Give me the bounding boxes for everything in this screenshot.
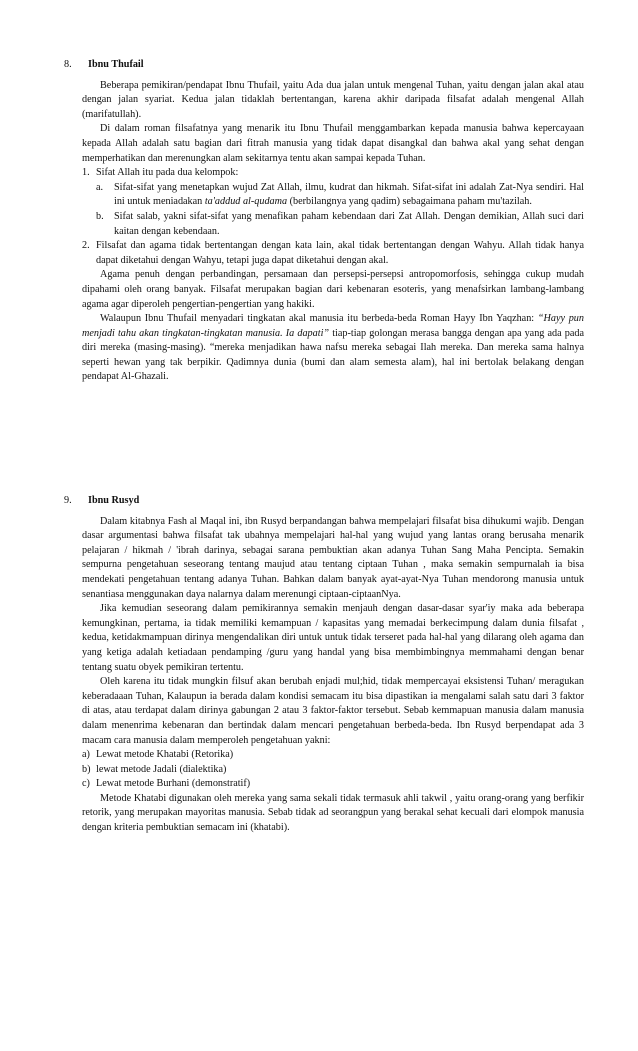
paragraph (82, 312, 584, 385)
section-heading (64, 494, 584, 509)
section-body (82, 515, 584, 836)
list-item-text: Lewat metode Khatabi (Retorika) (96, 749, 234, 761)
list-marker: 2. (82, 240, 90, 252)
list-item (82, 239, 584, 268)
list-item-text: Sifat salab, yakni sifat-sifat yang menafikan paham kebendaan dari Zat Allah. Dengan demikian, Allah suci dari kaitan dengan kebendaan. (114, 210, 584, 237)
list-item (82, 748, 584, 763)
list-marker: 1. (82, 167, 90, 179)
sub-list-item (96, 181, 584, 210)
section-number: 8. (64, 59, 72, 70)
section-number: 9. (64, 495, 72, 506)
section-title: Ibnu Rusyd (88, 495, 140, 506)
list-item-text: Sifat-sifat yang menetapkan wujud Zat Allah, ilmu, kudrat dan hikmah. Sifat-sifat ini adalah Zat-Nya sendiri. Hal ini untuk meniadakan (114, 181, 584, 208)
paragraph: Metode Khatabi digunakan oleh mereka yang sama sekali tidak termasuk ahli takwil , yaitu orang-orang yang berfikir retorik, yang merupakan mayoritas manusia. Sebab tidak ad seorangpun yang berakal sehat kecuali dari elompok manusia dengan kriteria pembuktian semacam ini (khatabi). (82, 792, 584, 834)
list-item-text: Filsafat dan agama tidak bertentangan dengan kata lain, akal tidak bertentangan dengan Wahyu. Allah tidak hanya dapat diketahui dengan Wahyu, tetapi juga dapat diketahui dengan akal. (96, 240, 584, 266)
paragraph: Dalam kitabnya Fash al Maqal ini, ibn Rusyd berpandangan bahwa mempelajari filsafat bisa dihukumi wajib. Dengan dasar argumentasi bahwa filsafat tak ubahnya mempelajari hal-hal yang wujud yang lantas orang berusaha menarik pelajaran / hikmah / 'ibrah darinya, sebagai sarana pembuktian akan adanya Tuhan Sang Maha Pencipta. Semakin sempurna pengetahuan seseorang tentang maujud atau tentang ciptaan Tuhan , maka semakin sempurnalah ia bisa mendekati pengetahuan tentang adanya Tuhan. Bahkan dalam banyak ayat-ayat-Nya Tuhan mendorong manusia untuk senantiasa menggunakan daya nalarnya dalam merenungi ciptaan-ciptaanNya. (82, 515, 584, 600)
list-item-text: Lewat metode Burhani (demonstratif) (96, 778, 251, 790)
paragraph-text: Walaupun Ibnu Thufail menyadari tingkatan akal manusia itu berbeda-beda Roman Hayy Ibn Yaqzhan: (100, 313, 538, 325)
list-item (82, 763, 584, 778)
paragraph-text: tiap-tiap golongan merasa bangga dengan apa yang ada pada diri mereka (masing-masing). “mereka menjadikan hawa nafsu mereka sebagai Ilah mereka. Dan mereka sama halnya seperti hewan yang tak berpikir. Qadimnya dunia (bumi dan alam semesta alam), hal ini bertolak belakang dengan pendapat Al-Ghazali. (82, 327, 584, 383)
numbered-list (82, 166, 584, 268)
italic-term: ta'addud al-qudama (204, 196, 288, 208)
list-marker: a) (82, 749, 90, 761)
methods-list (82, 748, 584, 792)
paragraph: Jika kemudian seseorang dalam pemikirannya semakin menjauh dengan dasar-dasar syar'iy maka ada beberapa kemungkinan, pertama, ia tidak memiliki kemampuan / kapasitas yang memadai berkecimpung dalam dunia filsafat , kedua, ketidakmampuan dirinya mengendalikan diri untuk untuk tidak terseret pada hal-hal yang dilarang oleh agama dan yang ketiga adalah ketiadaan pendamping /guru yang handal yang bisa membimbingnya memmahami dengan benar tentang suatu obyek pemikiran tertentu. (82, 603, 584, 673)
section-ibnu-rusyd (64, 494, 584, 836)
italic-quote: “Hayy pun menjadi tahu akan tingkatan-tingkatan manusia. Ia dapati” (82, 313, 584, 339)
paragraph: Di dalam roman filsafatnya yang menarik itu Ibnu Thufail menggambarkan kepada manusia bahwa kepercayaan kepada Allah adalah satu bagian dari fitrah manusia yang tidak dapat disangkal dan bahwa akal yang sehat dengan memperhatikan dan merenungkan alam sekitarnya tentu akan sampai kepada Tuhan. (82, 123, 584, 164)
paragraph: Agama penuh dengan perbandingan, persamaan dan persepsi-persepsi antropomorfosis, sehingga cukup mudah dipahami oleh orang banyak. Filsafat merupakan bagian dari kebenaran esoteris, yang menafsirkan lambang-lambang agama agar diperoleh pengertian-pengertian yang hakiki. (82, 269, 584, 310)
list-item-text: lewat metode Jadali (dialektika) (96, 763, 227, 775)
section-title: Ibnu Thufail (88, 59, 144, 70)
list-marker: c) (82, 778, 90, 790)
section-body (82, 79, 584, 385)
list-item-text: (berbilangnya yang qadim) sebagaimana paham mu'tazilah. (287, 196, 532, 208)
sub-list (96, 181, 584, 239)
list-marker: b. (96, 210, 104, 222)
paragraph: Beberapa pemikiran/pendapat Ibnu Thufail, yaitu Ada dua jalan untuk mengenal Tuhan, yaitu dengan jalan akal atau dengan jalan syariat. Kedua jalan tidaklah bertentangan, karena akhir daripada filsafat adalah mengenal Allah (marifatullah). (82, 79, 584, 120)
list-item (82, 166, 584, 181)
list-marker: a. (96, 181, 104, 193)
paragraph: Oleh karena itu tidak mungkin filsuf akan berubah enjadi mul;hid, tidak mempercayai eksistensi Tuhan/ meragukan keberadaaan Tuhan, Kalaupun ia berada dalam kondisi semacam itu bisa dipastikan ia mengalami salah satu dari 3 faktor di atas, atau terdapat dalam dirinya gabungan 2 atau 3 faktor-faktor tersebut. Sebab kemmapuan manusia dalam manusia dalam menenrima kebenaran dan bertindak dalam mencari pengetahuan berbeda-beda. Ibn Rusyd berpendapat ada 3 macam cara manusia dalam memperoleh pengetahuan yakni: (82, 676, 584, 746)
list-item (82, 777, 584, 792)
sub-list-item (96, 210, 584, 239)
list-marker: b) (82, 763, 91, 775)
section-ibnu-thufail (64, 58, 584, 385)
section-heading (64, 58, 584, 73)
list-item-text: Sifat Allah itu pada dua kelompok: (96, 167, 239, 179)
